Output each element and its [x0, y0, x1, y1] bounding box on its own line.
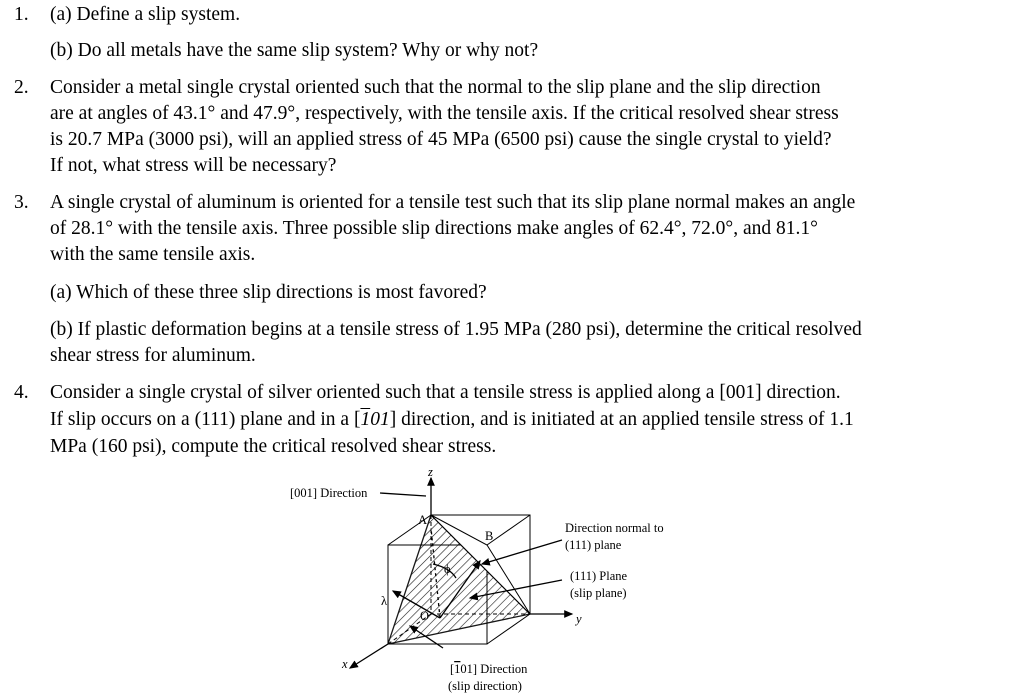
q2-line-2: are at angles of 43.1° and 47.9°, respectively, with the tensile axis. If the critical resolved shear stress — [50, 103, 839, 124]
dir-open-bracket: [ — [450, 662, 455, 676]
y-axis-label: y — [576, 612, 582, 626]
dir-rest: 01] Direction — [460, 662, 528, 676]
q3-part-b-line-2: shear stress for aluminum. — [50, 345, 256, 366]
q4-line-3: MPa (160 psi), compute the critical resolved shear stress. — [50, 436, 497, 457]
dir-bar-digit: 1 — [454, 662, 461, 676]
q2-line-1: Consider a metal single crystal oriented such that the normal to the slip plane and the slip direction — [50, 77, 821, 98]
label-normal-line-1: Direction normal to — [565, 521, 664, 535]
q1-number: 1. — [14, 4, 29, 25]
label-normal-line-2: (111) plane — [565, 538, 622, 552]
point-b-label: B — [485, 529, 494, 543]
point-o-label: O — [420, 609, 430, 623]
q3-line-2: of 28.1° with the tensile axis. Three possible slip directions make angles of 62.4°, 72.0°, and 81.1° — [50, 218, 818, 239]
q4-number: 4. — [14, 382, 29, 403]
label-plane-line-2: (slip plane) — [570, 586, 627, 600]
q3-part-a: (a) Which of these three slip directions is most favored? — [50, 282, 487, 303]
q4-line-1: Consider a single crystal of silver oriented such that a tensile stress is applied along a [001] direction. — [50, 382, 841, 403]
lambda-angle-label: λ — [381, 594, 388, 608]
q4-miller-rest: 01 — [370, 409, 390, 430]
q3-number: 3. — [14, 192, 29, 213]
q4-line-2-post: ] direction, and is initiated at an applied tensile stress of 1.1 — [389, 409, 854, 430]
q2-line-3: is 20.7 MPa (3000 psi), will an applied stress of 45 MPa (6500 psi) cause the single crystal to yield? — [50, 129, 832, 150]
label-slip-direction: (slip direction) — [448, 679, 522, 693]
q4-line-2-pre: If slip occurs on a (111) plane and in a [ — [50, 409, 361, 430]
z-axis-label: z — [428, 468, 433, 479]
q4-line-2 — [50, 407, 854, 433]
x-axis-label: x — [342, 657, 348, 671]
q3-line-3: with the same tensile axis. — [50, 244, 256, 265]
q3-part-b-line-1: (b) If plastic deformation begins at a tensile stress of 1.95 MPa (280 psi), determine the critical resolved — [50, 319, 862, 340]
phi-angle-label: ϕ — [444, 562, 451, 576]
q2-line-4: If not, what stress will be necessary? — [50, 155, 337, 176]
label-001-direction: [001] Direction — [290, 486, 368, 500]
label-slip-direction-index — [450, 662, 528, 676]
q3-line-1: A single crystal of aluminum is oriented for a tensile test such that its slip plane normal makes an angle — [50, 192, 856, 213]
point-a-label: A — [418, 513, 428, 527]
q1-part-b: (b) Do all metals have the same slip system? Why or why not? — [50, 40, 539, 61]
slip-system-figure — [280, 468, 700, 700]
q2-number: 2. — [14, 77, 29, 98]
label-plane-line-1: (111) Plane — [570, 569, 628, 583]
q1-part-a: (a) Define a slip system. — [50, 4, 241, 25]
q4-miller-bar-digit: 1 — [360, 409, 371, 430]
